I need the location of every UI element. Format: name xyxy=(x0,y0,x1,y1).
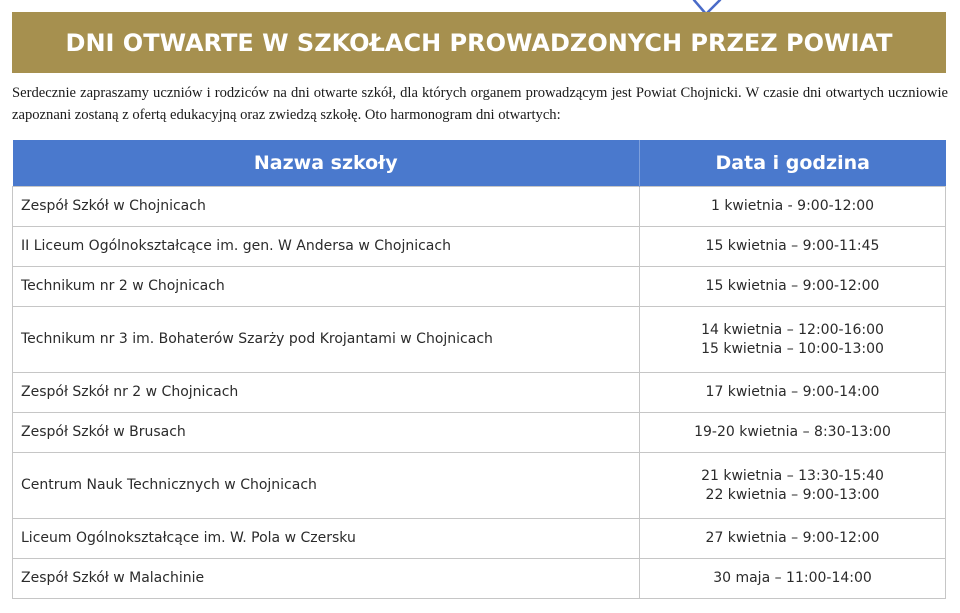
school-name-cell: Zespół Szkół w Chojnicach xyxy=(13,187,640,227)
column-header-date: Data i godzina xyxy=(640,140,946,187)
table-header-row xyxy=(13,140,946,187)
date-time-cell xyxy=(640,413,946,453)
date-time-line: 14 kwietnia – 12:00-16:00 xyxy=(701,321,884,338)
table-row xyxy=(13,453,946,519)
school-name-cell: II Liceum Ogólnokształcące im. gen. W Andersa w Chojnicach xyxy=(13,227,640,267)
table-row xyxy=(13,413,946,453)
date-time-line: 22 kwietnia – 9:00-13:00 xyxy=(705,486,880,503)
date-time-cell xyxy=(640,453,946,519)
date-time-cell xyxy=(640,187,946,227)
column-header-school: Nazwa szkoły xyxy=(13,140,640,187)
school-name-cell: Zespół Szkół w Malachinie xyxy=(13,559,640,599)
date-time-cell xyxy=(640,373,946,413)
date-time-line: 30 maja – 11:00-14:00 xyxy=(713,570,872,586)
table-row xyxy=(13,519,946,559)
school-name-cell: Centrum Nauk Technicznych w Chojnicach xyxy=(13,453,640,519)
title-banner xyxy=(12,12,946,73)
table-row xyxy=(13,267,946,307)
date-time-cell xyxy=(640,559,946,599)
table-row xyxy=(13,227,946,267)
table-row xyxy=(13,559,946,599)
date-time-line: 1 kwietnia - 9:00-12:00 xyxy=(710,198,875,214)
page-title: DNI OTWARTE W SZKOŁACH PROWADZONYCH PRZEZ POWIAT xyxy=(65,28,893,57)
date-time-line: 15 kwietnia – 9:00-11:45 xyxy=(705,238,880,254)
date-time-cell xyxy=(640,267,946,307)
date-time-line: 19-20 kwietnia – 8:30-13:00 xyxy=(694,424,891,440)
date-time-line: 15 kwietnia – 10:00-13:00 xyxy=(701,340,884,357)
school-name-cell: Technikum nr 3 im. Bohaterów Szarży pod Krojantami w Chojnicach xyxy=(13,307,640,373)
date-time-line: 27 kwietnia – 9:00-12:00 xyxy=(705,530,880,546)
table-row xyxy=(13,307,946,373)
date-time-cell xyxy=(640,227,946,267)
intro-paragraph: Serdecznie zapraszamy uczniów i rodziców na dni otwarte szkół, dla których organem prowadzącym jest Powiat Chojnicki. W czasie dni otwartych uczniowie zapoznani zostaną z ofertą edukacyjną oraz zwiedzą szkołę. Oto harmonogram dni otwartych: xyxy=(12,85,948,123)
date-time-line: 21 kwietnia – 13:30-15:40 xyxy=(701,467,884,484)
table-row xyxy=(13,373,946,413)
school-name-cell: Zespół Szkół nr 2 w Chojnicach xyxy=(13,373,640,413)
date-time-line: 17 kwietnia – 9:00-14:00 xyxy=(705,384,880,400)
date-time-cell xyxy=(640,519,946,559)
school-name-cell: Zespół Szkół w Brusach xyxy=(13,413,640,453)
table-row xyxy=(13,187,946,227)
school-name-cell: Technikum nr 2 w Chojnicach xyxy=(13,267,640,307)
date-time-cell xyxy=(640,307,946,373)
date-time-line: 15 kwietnia – 9:00-12:00 xyxy=(705,278,880,294)
school-name-cell: Liceum Ogólnokształcące im. W. Pola w Czersku xyxy=(13,519,640,559)
schedule-table xyxy=(12,140,946,599)
